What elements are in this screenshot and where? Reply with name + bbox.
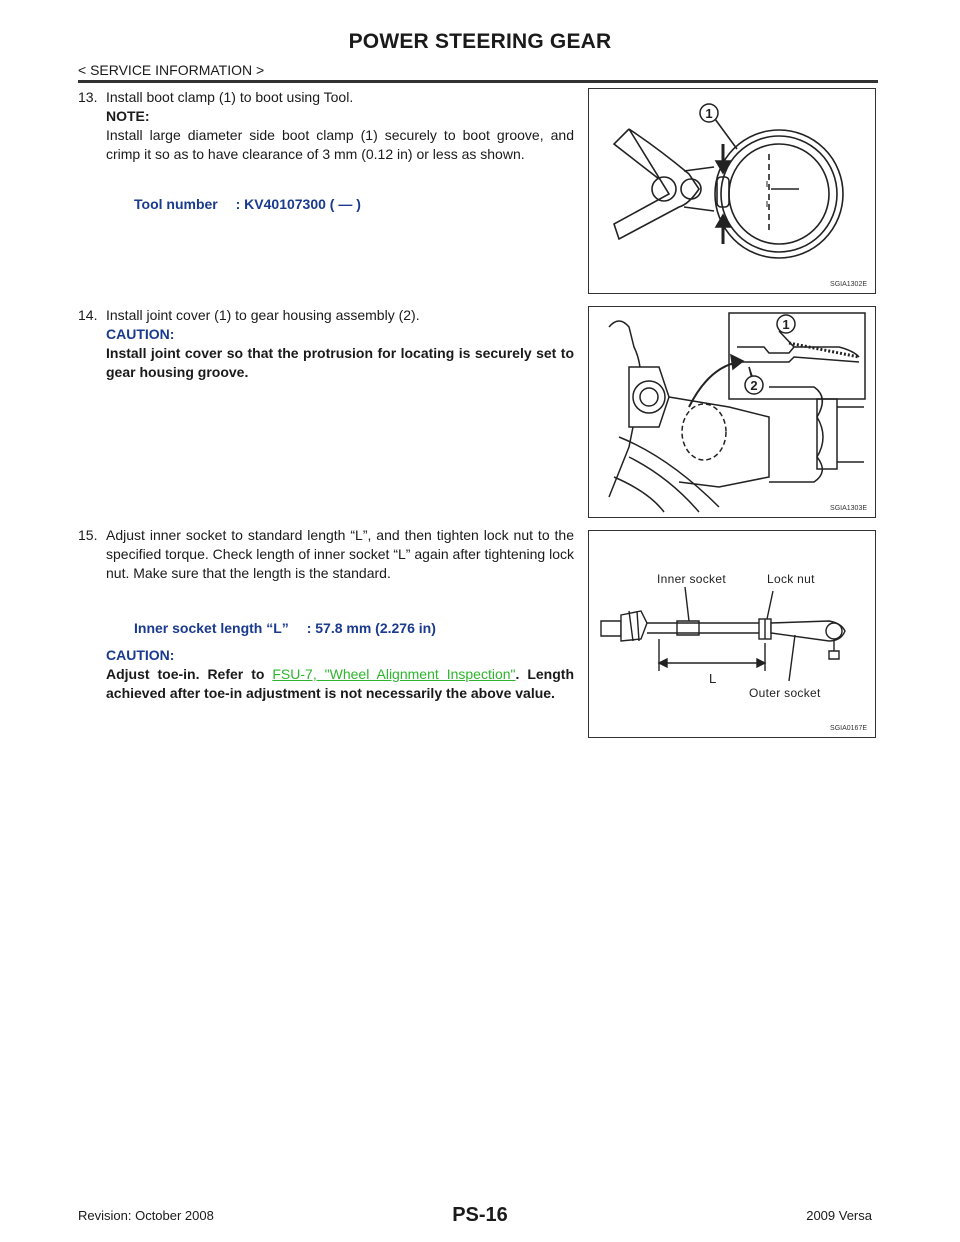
callout-1: 1 (782, 317, 790, 332)
step-13 (78, 88, 574, 164)
callout-1: 1 (705, 106, 713, 121)
step-text: Install joint cover (1) to gear housing assembly (2). (106, 307, 420, 323)
note-label: NOTE: (106, 108, 150, 124)
footer-revision: Revision: October 2008 (78, 1208, 214, 1223)
inner-socket-illustration (589, 531, 875, 737)
spec-tool-number (134, 196, 361, 212)
spec-value: : 57.8 mm (2.276 in) (306, 620, 436, 636)
label-length: L (709, 671, 717, 686)
caution-text-pre: Adjust toe-in. Refer to (106, 666, 273, 682)
step-number: 13. (78, 89, 98, 105)
step-number: 15. (78, 527, 98, 543)
step-15-caution (78, 646, 574, 703)
footer-page-number: PS-16 (452, 1204, 508, 1226)
caution-label: CAUTION: (106, 647, 175, 663)
step-text: Adjust inner socket to standard length “L”, and then tighten lock nut to the specified torque. Check length of inner socket “L” again after tightening lock nut. Make sure that the length is the standard. (106, 527, 574, 581)
figure-code: SGIA1302E (830, 281, 867, 288)
label-inner-socket: Inner socket (657, 572, 726, 586)
figure-boot-clamp (588, 88, 876, 294)
joint-cover-illustration (589, 307, 875, 517)
label-lock-nut: Lock nut (767, 572, 815, 586)
header-divider (78, 80, 878, 83)
step-text: Install boot clamp (1) to boot using Tool. (106, 89, 354, 105)
step-15 (78, 526, 574, 583)
caution-label: CAUTION: (106, 326, 175, 342)
caution-text: Install joint cover so that the protrusion for locating is securely set to gear housing groove. (106, 345, 574, 380)
figure-inner-socket (588, 530, 876, 738)
step-14 (78, 306, 574, 382)
spec-inner-socket-length (134, 620, 436, 636)
spec-value: : KV40107300 ( — ) (235, 196, 361, 212)
spec-label: Inner socket length “L” (134, 620, 289, 636)
wheel-alignment-link[interactable]: FSU-7, "Wheel Alignment Inspection" (272, 666, 516, 682)
step-number: 14. (78, 307, 98, 323)
section-label: < SERVICE INFORMATION > (78, 62, 265, 78)
callout-2: 2 (750, 378, 758, 393)
figure-joint-cover (588, 306, 876, 518)
caution-text (106, 665, 574, 703)
spec-label: Tool number (134, 196, 218, 212)
figure-code: SGIA1303E (830, 505, 867, 512)
note-text: Install large diameter side boot clamp (1) securely to boot groove, and crimp it so as to have clearance of 3 mm (0.12 in) or less as shown. (106, 127, 574, 162)
boot-clamp-illustration (589, 89, 875, 293)
label-outer-socket: Outer socket (749, 686, 821, 700)
figure-code: SGIA0167E (830, 725, 867, 732)
page-title: POWER STEERING GEAR (348, 30, 612, 53)
caution-text-post: . Length achieved after toe-in adjustment is not necessarily the above value. (106, 666, 574, 701)
footer-model: 2009 Versa (806, 1208, 872, 1223)
